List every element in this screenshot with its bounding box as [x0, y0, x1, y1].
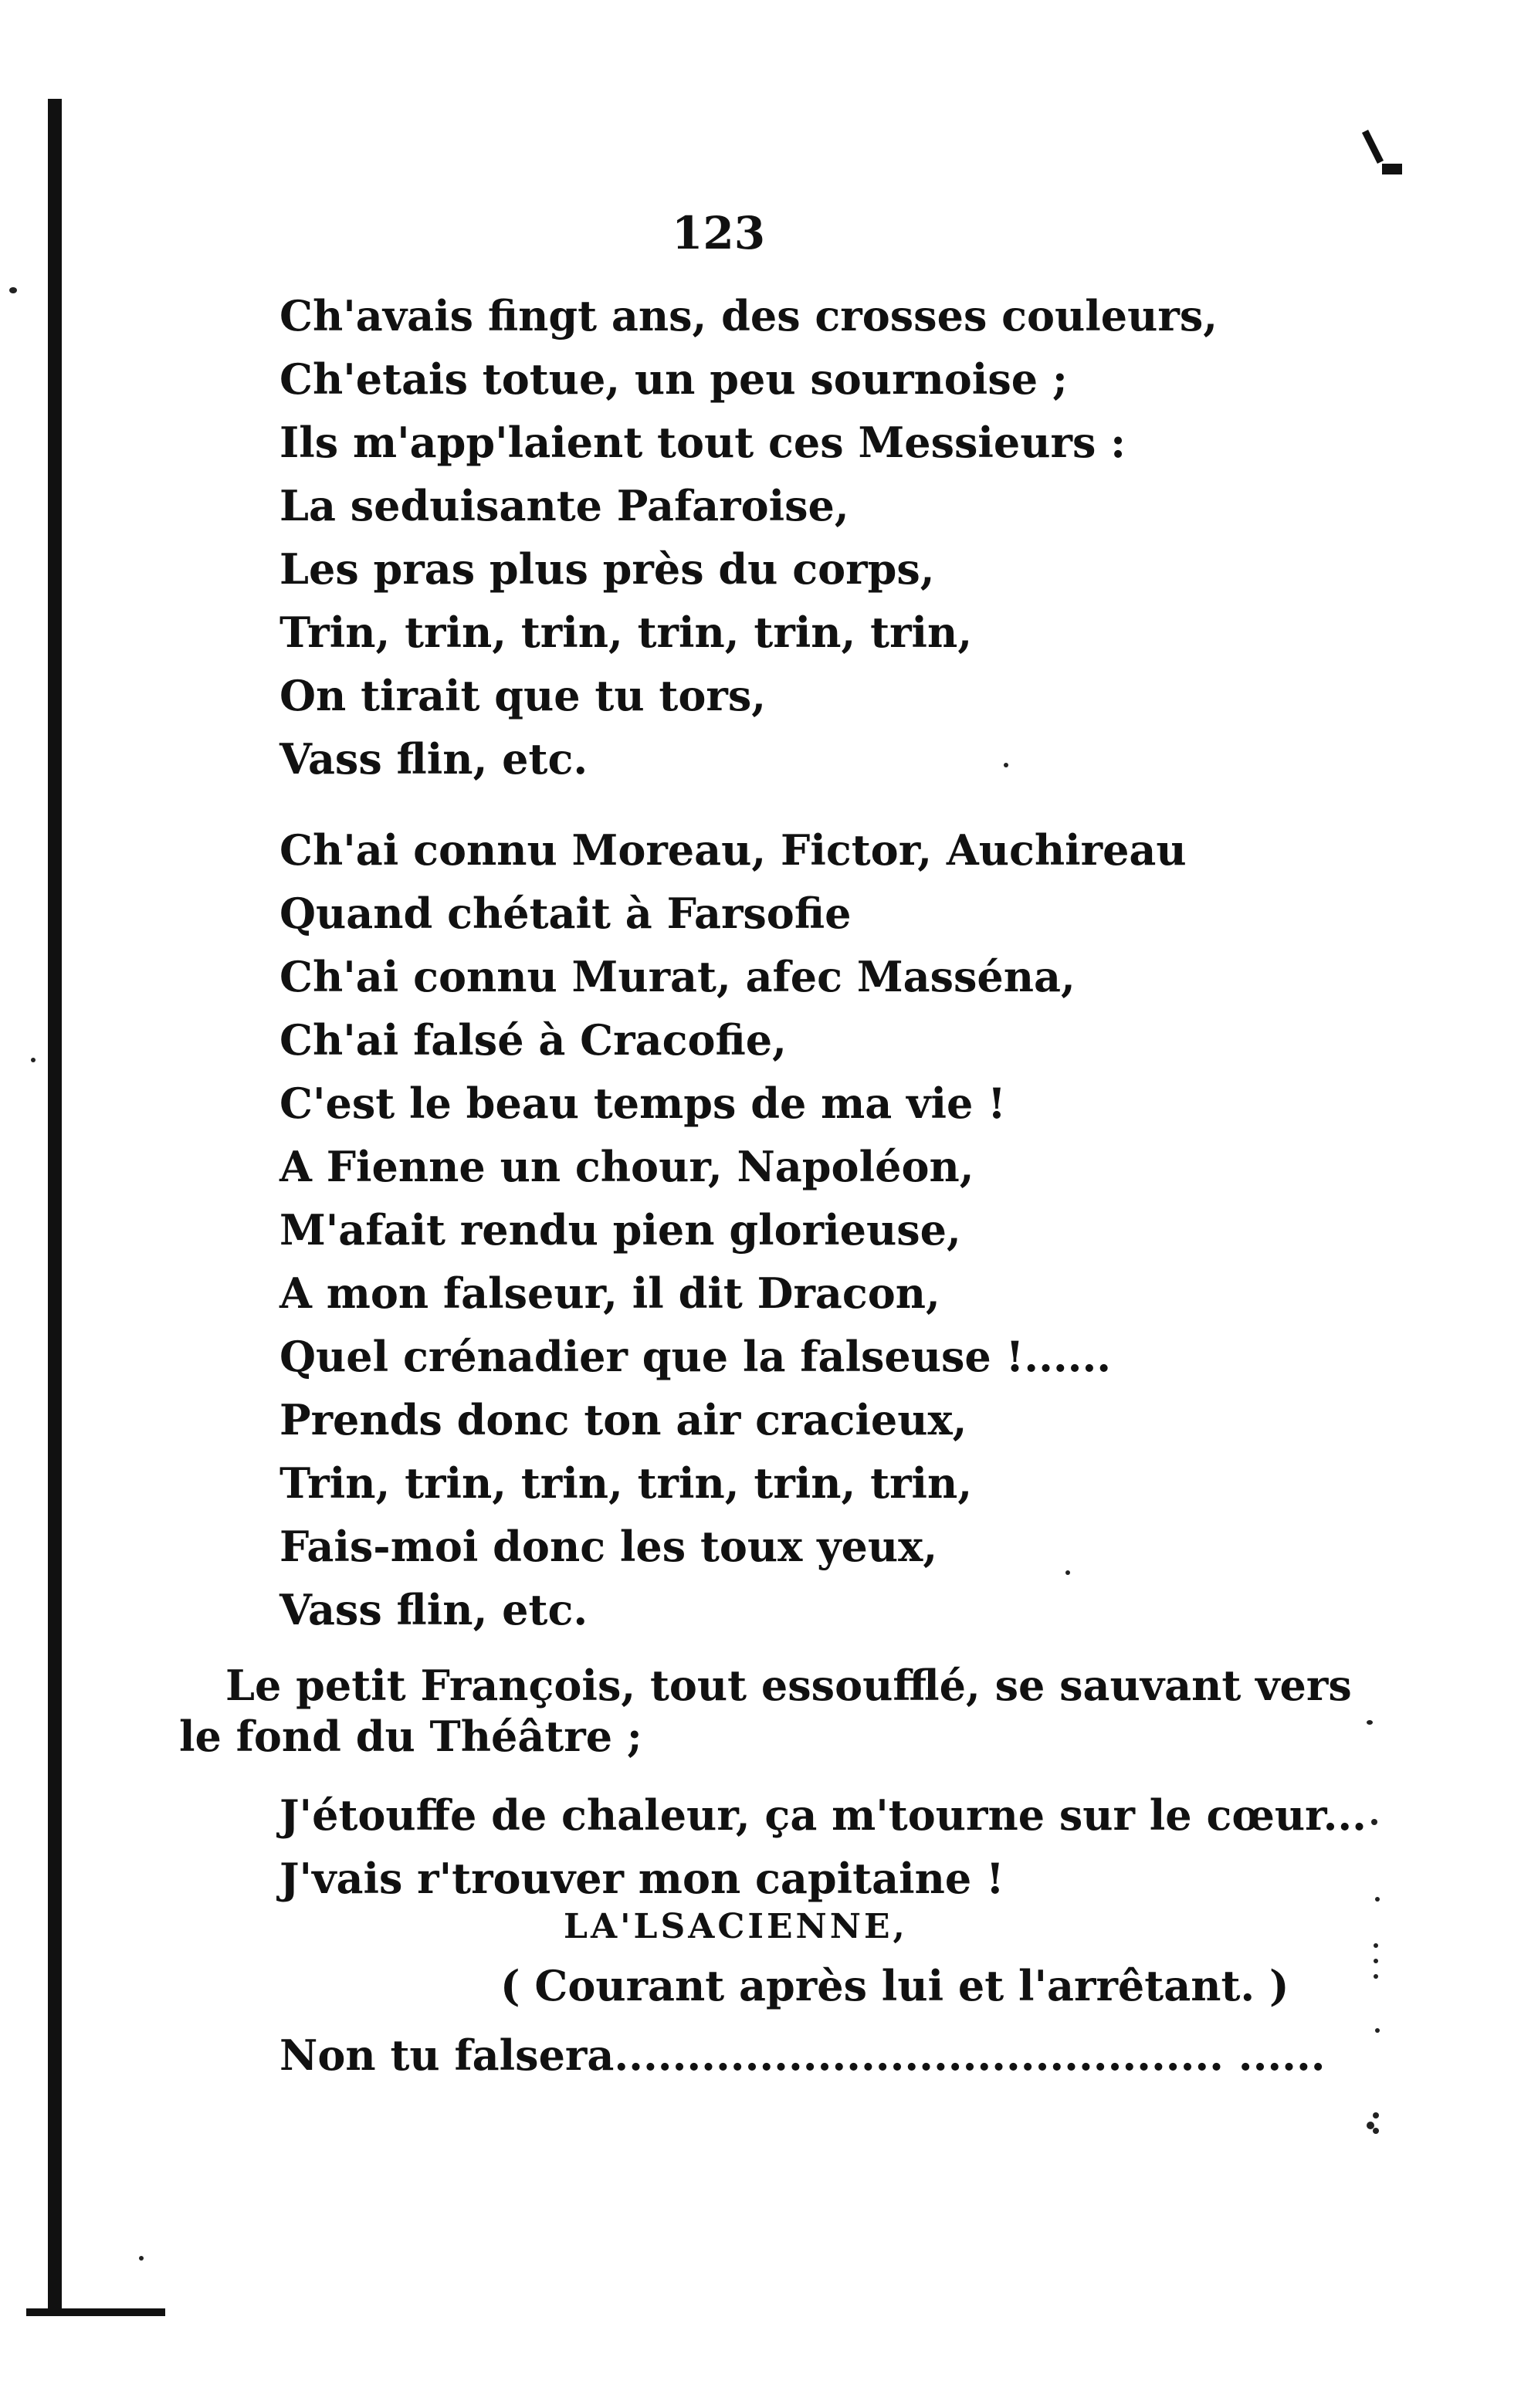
stage-direction-line: le fond du Théâtre ; [179, 1712, 642, 1761]
speech-line: J'étouffe de chaleur, ça m'tourne sur le cœur... [279, 1790, 1367, 1840]
verse-line: Ch'ai connu Murat, afec Masséna, [279, 952, 1076, 1001]
ink-speck [1367, 1720, 1373, 1725]
verse-line: Ch'ai connu Moreau, Fictor, Auchireau [279, 825, 1187, 875]
verse-line: Les pras plus près du corps, [279, 544, 935, 594]
verse-line: Trin, trin, trin, trin, trin, trin, [279, 1458, 973, 1508]
speaker-name: LA'LSACIENNE, [564, 1907, 908, 1946]
verse-line: A Fienne un chour, Napoléon, [279, 1142, 974, 1191]
stanza-2 [279, 818, 1187, 1641]
ink-speck [139, 2256, 144, 2261]
verse-line: C'est le beau temps de ma vie ! [279, 1079, 1006, 1128]
verse-line: Quand chétait à Farsofie [279, 889, 852, 938]
stanza-1 [279, 284, 1218, 791]
ink-speck [9, 287, 17, 293]
verse-line: M'afait rendu pien glorieuse, [279, 1205, 961, 1255]
verse-line: Ch'etais totue, un peu sournoise ; [279, 354, 1068, 404]
verse-line: On tirait que tu tors, [279, 671, 767, 720]
verse-line: A mon falseur, il dit Dracon, [279, 1268, 940, 1318]
margin-ink-marks [1367, 1791, 1397, 2254]
page-number: 123 [672, 207, 766, 259]
stage-direction [179, 1660, 1352, 1762]
verse-line: Ch'avais fingt ans, des crosses couleurs, [279, 291, 1218, 340]
verse-line: Ils m'app'laient tout ces Messieurs : [279, 418, 1126, 467]
ink-speck [1065, 1570, 1070, 1575]
verse-line: Fais-moi donc les toux yeux, [279, 1522, 938, 1571]
stage-direction-line: Le petit François, tout essoufflé, se sauvant vers [225, 1661, 1352, 1710]
verse-line: Quel crénadier que la falseuse !...... [279, 1332, 1112, 1381]
ink-speck [31, 1058, 36, 1062]
page-spine-rule [48, 99, 62, 2315]
verse-line: Vass flin, etc. [279, 1585, 588, 1634]
verse-line: La seduisante Pafaroise, [279, 481, 849, 530]
ink-speck [1004, 763, 1008, 767]
verse-line: Ch'ai falsé à Cracofie, [279, 1015, 787, 1065]
character-speech [279, 1783, 1367, 1910]
corner-ink-mark [1359, 124, 1413, 185]
page-spine-foot [26, 2308, 165, 2316]
acting-direction: ( Courant après lui et l'arrêtant. ) [500, 1961, 1289, 2010]
final-verse-line: Non tu falsera.......................................... ...... [279, 2030, 1326, 2080]
speech-line: J'vais r'trouver mon capitaine ! [279, 1854, 1004, 1903]
verse-line: Trin, trin, trin, trin, trin, trin, [279, 608, 973, 657]
verse-line: Prends donc ton air cracieux, [279, 1395, 967, 1444]
verse-line: Vass flin, etc. [279, 734, 588, 784]
